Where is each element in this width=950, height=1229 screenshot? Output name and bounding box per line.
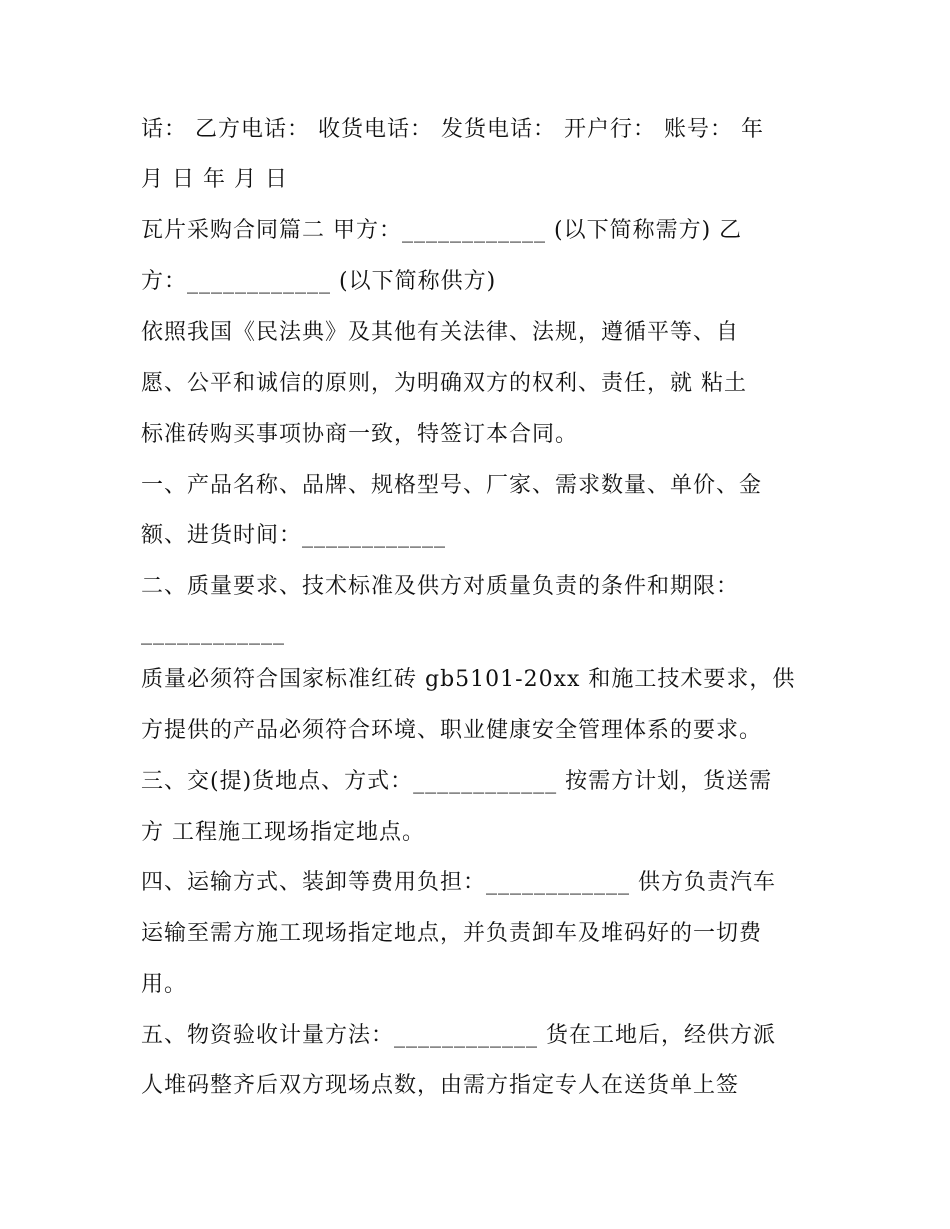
text-line: 月 日 年 月 日 bbox=[141, 167, 288, 192]
text-line: 人堆码整齐后双方现场点数，由需方指定专人在送货单上签 bbox=[141, 1073, 740, 1098]
text-line: 五、物资验收计量方法：____________ 货在工地后，经供方派 bbox=[141, 1023, 776, 1048]
text-line: 运输至需方施工现场指定地点，并负责卸车及堆码好的一切费 bbox=[141, 921, 763, 946]
text-line: 瓦片采购合同篇二 甲方：____________ (以下简称需方) 乙 bbox=[141, 218, 743, 243]
text-line: 额、进货时间：____________ bbox=[141, 523, 447, 548]
text-line: 三、交(提)货地点、方式：____________ 按需方计划，货送需 bbox=[141, 769, 773, 794]
text-line: 依照我国《民法典》及其他有关法律、法规，遵循平等、自 bbox=[141, 320, 740, 345]
text-line: 四、运输方式、装卸等费用负担：____________ 供方负责汽车 bbox=[141, 870, 776, 895]
text-line: 方：____________ (以下简称供方) bbox=[141, 269, 497, 294]
text-line: ____________ bbox=[141, 620, 285, 645]
text-line: 用。 bbox=[141, 972, 188, 997]
text-line: 方 工程施工现场指定地点。 bbox=[141, 820, 425, 845]
text-line: 愿、公平和诚信的原则，为明确双方的权利、责任，就 粘土 bbox=[141, 371, 747, 396]
text-line: 一、产品名称、品牌、规格型号、厂家、需求数量、单价、金 bbox=[141, 473, 763, 498]
text-line: 质量必须符合国家标准红砖 gb5101-20xx 和施工技术要求，供 bbox=[141, 667, 796, 692]
text-line: 话： 乙方电话： 收货电话： 发货电话： 开户行： 账号： 年 bbox=[141, 117, 764, 142]
text-line: 方提供的产品必须符合环境、职业健康安全管理体系的要求。 bbox=[141, 718, 763, 743]
text-line: 标准砖购买事项协商一致，特签订本合同。 bbox=[141, 422, 579, 447]
text-line: 二、质量要求、技术标准及供方对质量负责的条件和期限： bbox=[141, 574, 740, 599]
